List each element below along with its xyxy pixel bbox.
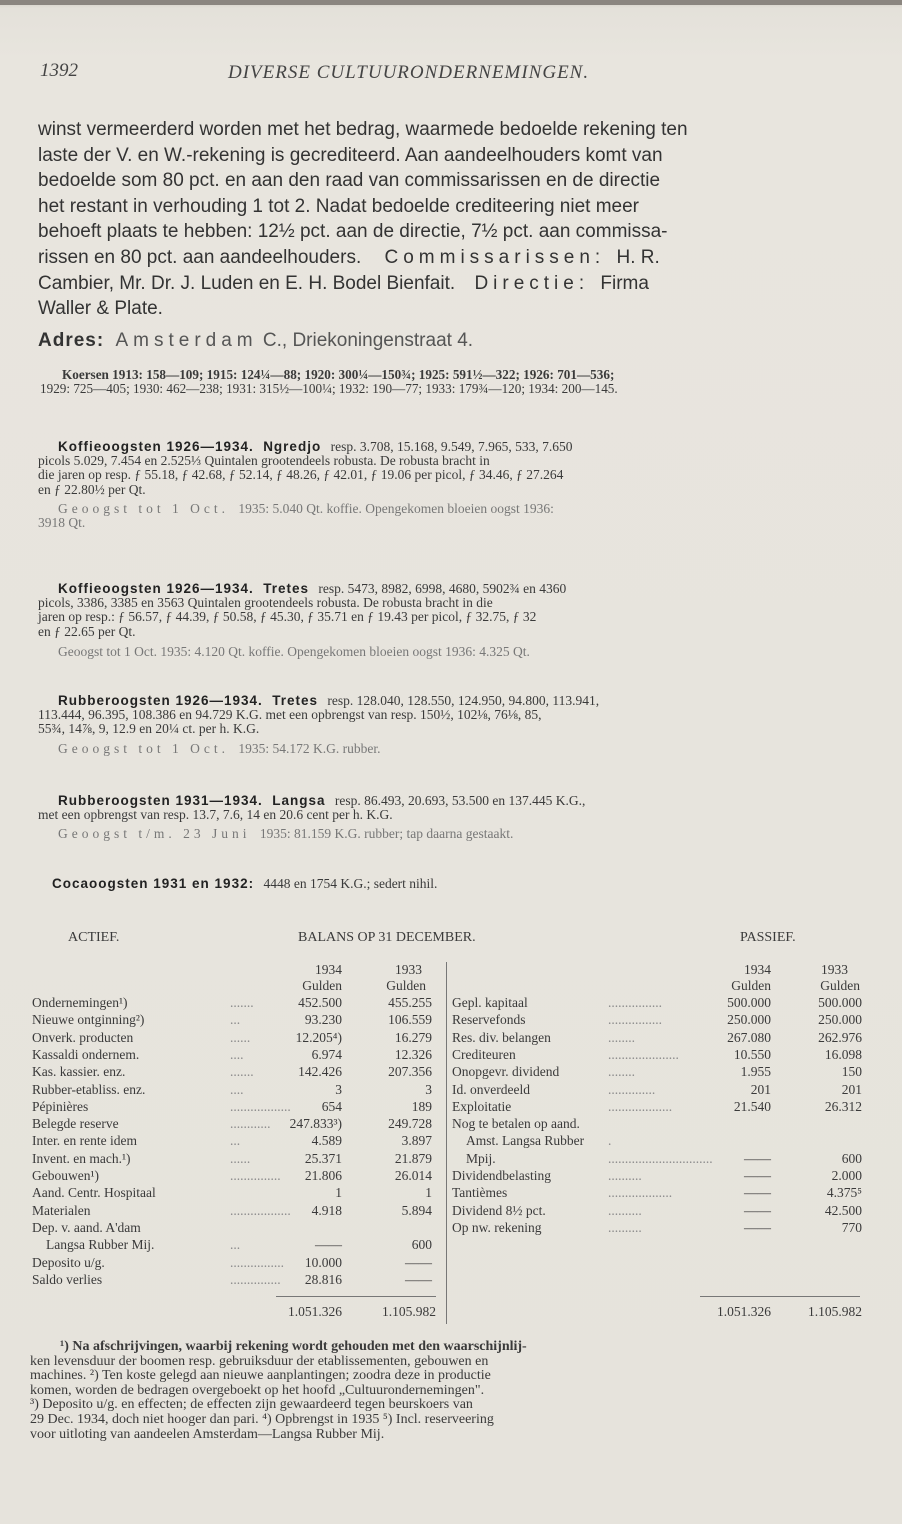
actief-value-1933: 249.728	[388, 1116, 432, 1132]
passief-item-label: Dividend 8½ pct.	[452, 1202, 546, 1218]
leader-dots: ...	[230, 1133, 241, 1149]
intro-line: rissen en 80 pct. aan aandeelhouders. Commissarissen: H. R.	[38, 246, 660, 268]
leader-dots: .....................	[608, 1046, 679, 1062]
footnote-line: voor uitloting van aandeelen Amsterdam—Langsa Rubber Mij.	[30, 1426, 385, 1442]
passief-item-label: Gepl. kapitaal	[452, 995, 528, 1010]
passief-item-label: Nog te betalen op aand.	[452, 1116, 580, 1132]
leader-dots: ...................	[608, 1098, 673, 1114]
intro-line: winst vermeerderd worden met het bedrag, waarmede bedoelde rekening ten	[38, 119, 688, 140]
commissarissen-names: H. R.	[616, 246, 660, 268]
leader-dots: ..................	[230, 1098, 291, 1114]
passief-value-1933: 250.000	[818, 1012, 862, 1028]
col-unit: Gulden	[302, 978, 342, 993]
leader-dots: ...............	[230, 1168, 281, 1183]
leader-dots: .......	[230, 1064, 254, 1080]
actief-value-1933: 12.326	[394, 1046, 432, 1062]
actief-value-1934: ——	[315, 1237, 342, 1253]
actief-value-1933: 5.894	[401, 1202, 432, 1218]
actief-value-1934: 4.918	[311, 1202, 342, 1218]
actief-item-label: Langsa Rubber Mij.	[46, 1237, 155, 1253]
actief-value-1934: 10.000	[304, 1254, 342, 1270]
col-unit: Gulden	[731, 978, 771, 993]
running-title: DIVERSE CULTUURONDERNEMINGEN.	[228, 62, 590, 83]
passief-value-1933: 500.000	[818, 995, 862, 1010]
leader-dots: ......	[230, 1150, 251, 1166]
actief-value-1933: 1	[425, 1185, 432, 1201]
estate-name: Tretes	[272, 693, 318, 708]
actief-value-1933: 207.356	[388, 1064, 432, 1080]
passief-item-label: Onopgevr. dividend	[452, 1064, 560, 1080]
passief-value-1934: 500.000	[727, 995, 771, 1010]
intro-line: bedoelde som 80 pct. en aan den raad van commissarissen en de directie	[38, 170, 661, 192]
adres-city: Amsterdam	[115, 330, 258, 351]
passief-item-label: Reservefonds	[452, 1012, 526, 1028]
actief-item-label: Dep. v. aand. A'dam	[32, 1219, 141, 1235]
passief-value-1933: 42.500	[824, 1202, 862, 1218]
section-heading: Rubberoogsten 1926—1934.	[58, 693, 263, 708]
passief-value-1933: 4.375⁵	[826, 1185, 862, 1201]
passief-value-1933: 201	[841, 1081, 862, 1097]
estate-name: Ngredjo	[263, 439, 322, 454]
actief-value-1934: 654	[321, 1098, 342, 1114]
leader-dots: ..........	[608, 1168, 642, 1183]
actief-value-1934: 1	[335, 1185, 342, 1201]
leader-dots: ......	[230, 1029, 251, 1045]
total-passief-1934: 1.051.326	[717, 1304, 771, 1319]
total-actief-1934: 1.051.326	[288, 1304, 342, 1319]
actief-item-label: Gebouwen¹)	[32, 1168, 100, 1183]
actief-value-1934: 142.426	[298, 1064, 342, 1080]
actief-value-1933: 106.559	[388, 1012, 432, 1028]
leader-dots: ..............	[608, 1081, 656, 1097]
passief-value-1934: ——	[744, 1185, 771, 1201]
actief-value-1933: 455.255	[388, 995, 432, 1010]
leader-dots: ........	[608, 1029, 635, 1045]
passief-item-label: Tantièmes	[452, 1185, 508, 1201]
leader-dots: .......	[230, 995, 254, 1010]
actief-item-label: Aand. Centr. Hospitaal	[32, 1185, 156, 1201]
actief-item-label: Rubber-etabliss. enz.	[32, 1081, 146, 1097]
rubber-langsa-block: Rubberoogsten 1931—1934. Langsa resp. 86.493, 20.693, 53.500 en 137.445 K.G., met een opbrengst van resp. 13.7, 7.6, 14 en 20.6 cent per h. K.G. Geoogst t/m. 23 Juni 1935: 81.159 K.G. rubber; tap daarna gestaakt.	[38, 793, 586, 842]
passief-value-1933: 26.312	[824, 1098, 862, 1114]
section-heading: Koffieoogsten 1926—1934.	[58, 581, 254, 596]
passief-item-label: Amst. Langsa Rubber	[466, 1133, 585, 1149]
actief-value-1934: 6.974	[311, 1046, 342, 1062]
column-divider	[446, 962, 447, 1324]
leader-dots: ...............................	[608, 1150, 713, 1166]
actief-item-label: Saldo verlies	[32, 1271, 103, 1287]
leader-dots: ....	[230, 1081, 244, 1097]
actief-value-1933: 189	[411, 1098, 432, 1114]
leader-dots: ...................	[608, 1185, 673, 1201]
section-heading: Cocaoogsten 1931 en 1932:	[52, 876, 255, 891]
footnotes	[30, 1340, 872, 1442]
actief-value-1934: 21.806	[304, 1168, 342, 1183]
passief-value-1934: 10.550	[733, 1046, 771, 1062]
passief-label: PASSIEF.	[740, 930, 796, 945]
col-year-1934: 1934	[744, 962, 771, 977]
footnote-line: ken levensduur der boomen resp. gebruiksduur der etablissementen, gebouwen en	[30, 1353, 489, 1369]
leader-dots: ...	[230, 1237, 241, 1253]
actief-value-1934: 12.205⁴)	[295, 1029, 342, 1045]
passief-value-1933: 262.976	[818, 1029, 862, 1045]
directie-value: Firma	[600, 272, 649, 294]
page-number: 1392	[40, 60, 78, 81]
actief-item-label: Inter. en rente idem	[32, 1133, 137, 1149]
passief-item-label: Dividendbelasting	[452, 1168, 551, 1183]
passief-value-1934: 267.080	[727, 1029, 771, 1045]
passief-value-1934: ——	[744, 1150, 771, 1166]
actief-value-1933: 3.897	[401, 1133, 432, 1149]
actief-item-label: Onverk. producten	[32, 1029, 134, 1045]
section-heading: Rubberoogsten 1931—1934.	[58, 793, 263, 808]
intro-line: Cambier, Mr. Dr. J. Luden en E. H. Bodel Bienfait. Directie: Firma	[38, 272, 649, 294]
actief-item-label: Deposito u/g.	[32, 1254, 105, 1270]
leader-dots: ....	[230, 1046, 244, 1062]
actief-label: ACTIEF.	[68, 930, 120, 945]
total-passief-1933: 1.105.982	[808, 1304, 862, 1319]
passief-item-label: Mpij.	[466, 1150, 496, 1166]
passief-value-1933: 770	[841, 1219, 862, 1235]
leader-dots: ................	[230, 1254, 284, 1270]
rubber-tretes-block: Rubberoogsten 1926—1934. Tretes resp. 128.040, 128.550, 124.950, 94.800, 113.941, 113.444, 96.395, 108.386 en 94.729 K.G. met een opbrengst van resp. 150½, 102⅛, 76⅛, 85, 55¾, 14⅞, 9, 12.9 en 20¼ ct. per h. K.G. Geoogst tot 1 Oct. 1935: 54.172 K.G. rubber.	[38, 693, 600, 756]
passief-item-label: Exploitatie	[452, 1098, 512, 1114]
passief-value-1933: 600	[841, 1150, 862, 1166]
col-year-1934: 1934	[315, 962, 342, 977]
passief-item-label: Res. div. belangen	[452, 1029, 551, 1045]
actief-item-label: Belegde reserve	[32, 1116, 119, 1132]
total-rule	[276, 1296, 436, 1297]
leader-dots: ................	[608, 995, 662, 1010]
footnote-line: komen, worden de bedragen overgeboekt op het hoofd „Cultuurondernemingen".	[30, 1382, 485, 1398]
actief-value-1933: 3	[425, 1081, 432, 1097]
leader-dots: ................	[608, 1012, 662, 1028]
actief-value-1933: 21.879	[394, 1150, 432, 1166]
leader-dots: ...............	[230, 1271, 281, 1287]
actief-value-1933: 26.014	[394, 1168, 432, 1183]
actief-item-label: Materialen	[32, 1202, 91, 1218]
actief-value-1934: 247.833³)	[289, 1116, 342, 1132]
leader-dots: ............	[230, 1116, 271, 1132]
passief-value-1934: 21.540	[733, 1098, 771, 1114]
cocao-line: Cocaoogsten 1931 en 1932: 4448 en 1754 K.G.; sedert nihil.	[52, 876, 438, 891]
passief-value-1933: 16.098	[824, 1046, 862, 1062]
actief-value-1934: 93.230	[304, 1012, 342, 1028]
actief-value-1934: 452.500	[298, 995, 342, 1010]
col-unit: Gulden	[820, 978, 860, 993]
koffie-tretes-block: Koffieoogsten 1926—1934. Tretes resp. 5473, 8982, 6998, 4680, 5902¾ en 4360 picols, 3386, 3385 en 3563 Quintalen grootendeels robusta. De robusta bracht in die jaren op resp.: ƒ 56.57, ƒ 44.39, ƒ 50.58, ƒ 45.30, ƒ 35.71 en ƒ 19.43 per picol, ƒ 32.75, ƒ 32 en ƒ 22.65 per Qt. Geoogst tot 1 Oct. 1935: 4.120 Qt. koffie. Opengekomen bloeien oogst 1936: 4.325 Qt.	[38, 581, 567, 659]
actief-value-1934: 3	[335, 1081, 342, 1097]
intro-line: Waller & Plate.	[38, 298, 163, 320]
passief-value-1934: ——	[744, 1202, 771, 1218]
passief-value-1934: 250.000	[727, 1012, 771, 1028]
leader-dots: ...	[230, 1012, 241, 1028]
col-year-1933: 1933	[395, 962, 422, 977]
leader-dots: .	[608, 1133, 612, 1149]
leader-dots: ..........	[608, 1202, 642, 1218]
leader-dots: ........	[608, 1064, 635, 1080]
actief-value-1933: ——	[405, 1254, 432, 1270]
actief-value-1934: 4.589	[311, 1133, 342, 1149]
intro-line: laste der V. en W.-rekening is gecrediteerd. Aan aandeelhouders komt van	[38, 144, 663, 166]
total-actief-1933: 1.105.982	[382, 1304, 436, 1319]
footnote-line: ¹) Na afschrijvingen, waarbij rekening wordt gehouden met den waarschijnlij-	[60, 1339, 527, 1354]
intro-line: het restant in verhouding 1 tot 2. Nadat bedoelde crediteering niet meer	[38, 195, 639, 217]
estate-name: Tretes	[263, 581, 309, 596]
total-rule	[700, 1296, 860, 1297]
passief-value-1934: ——	[744, 1219, 771, 1235]
footnote-line: machines. ²) Ten koste gelegd aan nieuwe aanplantingen; zoodra deze in productie	[30, 1368, 491, 1384]
footnote-line: 29 Dec. 1934, doch niet hooger dan pari. ⁴) Opbrengst in 1935 ⁵) Incl. reserveering	[30, 1411, 494, 1427]
passief-value-1933: 2.000	[831, 1168, 862, 1183]
actief-value-1933: 16.279	[394, 1029, 432, 1045]
adres-rest: C., Driekoningenstraat 4.	[262, 330, 474, 351]
actief-value-1934: 28.816	[304, 1271, 342, 1287]
actief-item-label: Ondernemingen¹)	[32, 995, 128, 1010]
estate-name: Langsa	[272, 793, 326, 808]
koersen-line: 1929: 725—405; 1930: 462—238; 1931: 315½—100¼; 1932: 190—77; 1933: 179¾—120; 1934: 200—145.	[40, 381, 618, 397]
passief-item-label: Id. onverdeeld	[452, 1081, 530, 1097]
commissarissen-label: Commissarissen:	[384, 246, 606, 268]
actief-value-1933: ——	[405, 1271, 432, 1287]
koffie-ngredjo-block: Koffieoogsten 1926—1934. Ngredjo resp. 3.708, 15.168, 9.549, 7.965, 533, 7.650 picols 5.029, 7.454 en 2.525⅓ Quintalen grootendeels robusta. De robusta bracht in die jaren op resp. ƒ 55.18, ƒ 42.68, ƒ 52.14, ƒ 48.26, ƒ 42.01, ƒ 19.06 per picol, ƒ 34.46, ƒ 27.264 en ƒ 22.80½ per Qt. Geoogst tot 1 Oct. 1935: 5.040 Qt. koffie. Opengekomen bloeien oogst 1936: 3918 Qt.	[38, 439, 573, 531]
actief-value-1933: 600	[411, 1237, 432, 1253]
actief-value-1934: 25.371	[304, 1150, 342, 1166]
leader-dots: ..................	[230, 1202, 291, 1218]
passief-value-1934: ——	[744, 1168, 771, 1183]
passief-value-1934: 1.955	[740, 1064, 771, 1080]
passief-value-1934: 201	[750, 1081, 771, 1097]
footnote-line: ³) Deposito u/g. en effecten; de effecten zijn gewaardeerd tegen beurskoers van	[30, 1397, 473, 1413]
balance-title: BALANS OP 31 DECEMBER.	[298, 930, 476, 945]
col-year-1933: 1933	[821, 962, 848, 977]
directie-label: Directie:	[474, 272, 590, 294]
passief-item-label: Op nw. rekening	[452, 1219, 542, 1235]
actief-item-label: Kassaldi ondernem.	[32, 1046, 140, 1062]
actief-item-label: Invent. en mach.¹)	[32, 1150, 131, 1166]
koersen-line: Koersen 1913: 158—109; 1915: 124¼—88; 1920: 300¼—150¾; 1925: 591½—322; 1926: 701—536;	[62, 367, 615, 382]
leader-dots: ..........	[608, 1219, 642, 1235]
section-heading: Koffieoogsten 1926—1934.	[58, 439, 254, 454]
passief-value-1933: 150	[841, 1064, 862, 1080]
adres-label: Adres:	[38, 330, 105, 351]
passief-item-label: Crediteuren	[452, 1046, 516, 1062]
actief-item-label: Pépinières	[32, 1098, 89, 1114]
actief-item-label: Nieuwe ontginning²)	[32, 1012, 145, 1028]
intro-line: behoeft plaats te hebben: 12½ pct. aan de directie, 7½ pct. aan commissa-	[38, 221, 668, 243]
actief-item-label: Kas. kassier. enz.	[32, 1064, 126, 1080]
col-unit: Gulden	[386, 978, 426, 993]
